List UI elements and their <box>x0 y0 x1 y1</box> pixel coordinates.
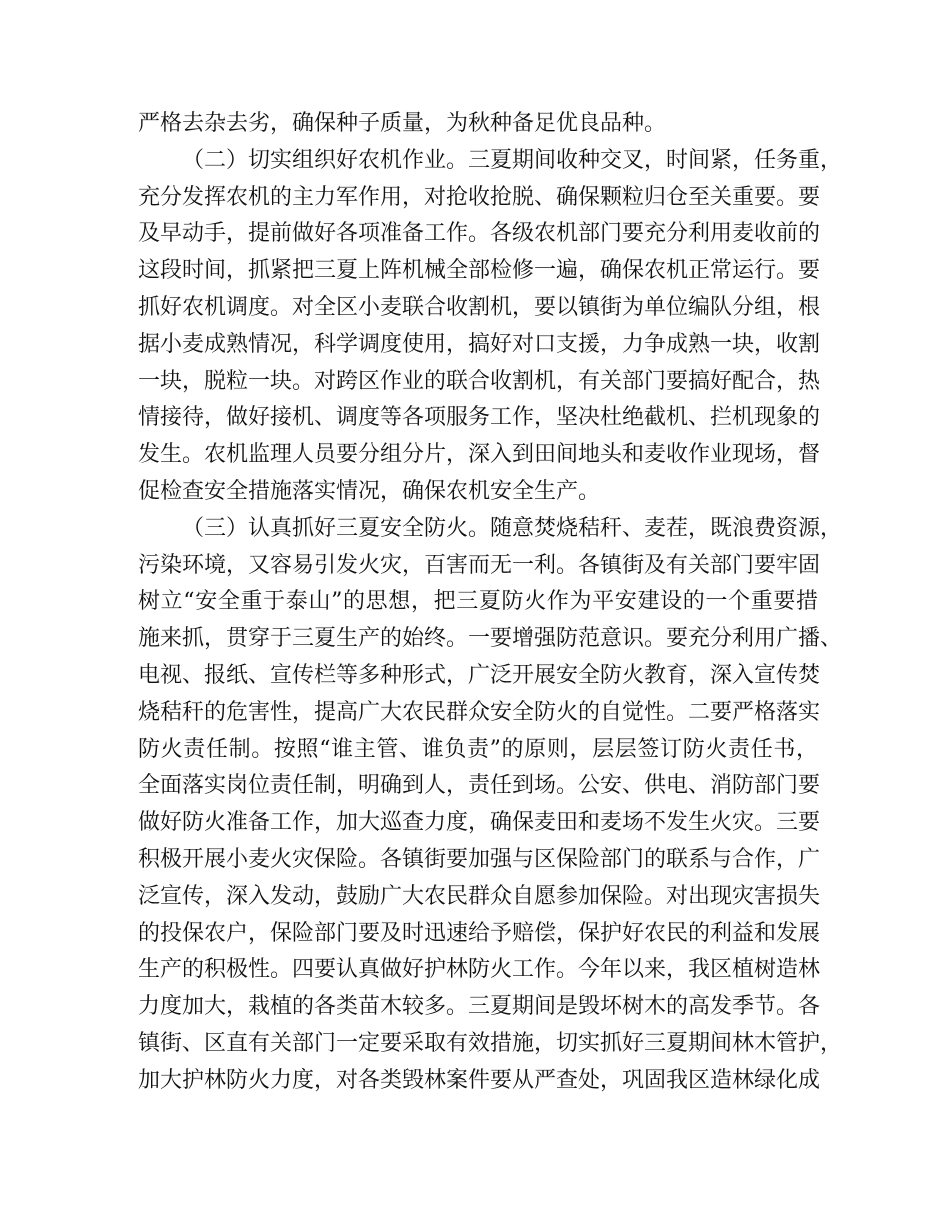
paragraph-line: 做好防火准备工作，加大巡查力度，确保麦田和麦场不发生火灾。三要 <box>138 810 821 836</box>
paragraph-line: 充分发挥农机的主力军作用，对抢收抢脱、确保颗粒归仓至关重要。要 <box>138 184 821 210</box>
paragraph-line: 严格去杂去劣，确保种子质量，为秋种备足优良品种。 <box>138 111 667 136</box>
paragraph-line: 泛宣传，深入发动，鼓励广大农民群众自愿参加保险。对出现灾害损失 <box>138 883 821 909</box>
paragraph-line: 防火责任制。按照“谁主管、谁负责”的原则，层层签订防火责任书， <box>138 736 818 762</box>
paragraph-line: 这段时间，抓紧把三夏上阵机械全部检修一遍，确保农机正常运行。要 <box>138 258 821 284</box>
paragraph-line: 发生。农机监理人员要分组分片，深入到田间地头和麦收作业现场，督 <box>138 442 821 468</box>
paragraph-line: 生产的积极性。四要认真做好护林防火工作。今年以来，我区植树造林 <box>138 957 821 983</box>
paragraph-line: 一块，脱粒一块。对跨区作业的联合收割机，有关部门要搞好配合，热 <box>138 368 821 394</box>
paragraph-line: 积极开展小麦火灾保险。各镇街要加强与区保险部门的联系与合作，广 <box>138 846 821 872</box>
paragraph-line: 电视、报纸、宣传栏等多种形式，广泛开展安全防火教育，深入宣传焚 <box>138 662 821 688</box>
paragraph-line: 污染环境，又容易引发火灾，百害而无一利。各镇街及有关部门要牢固 <box>138 552 821 578</box>
paragraph-line: 及早动手，提前做好各项准备工作。各级农机部门要充分利用麦收前的 <box>138 221 821 247</box>
paragraph-line: 情接待，做好接机、调度等各项服务工作，坚决杜绝截机、拦机现象的 <box>138 405 821 431</box>
paragraph-line: 施来抓，贯穿于三夏生产的始终。一要增强防范意识。要充分利用广播、 <box>138 626 843 652</box>
paragraph-line: 的投保农户，保险部门要及时迅速给予赔偿，保护好农民的利益和发展 <box>138 920 821 946</box>
paragraph-line: 树立“安全重于泰山”的思想，把三夏防火作为平安建设的一个重要措 <box>138 589 818 615</box>
paragraph-line: 抓好农机调度。对全区小麦联合收割机，要以镇街为单位编队分组，根 <box>138 294 821 320</box>
paragraph-line: （二）切实组织好农机作业。三夏期间收种交叉，时间紧，任务重， <box>182 147 843 173</box>
paragraph-line: （三）认真抓好三夏安全防火。随意焚烧秸秆、麦茬，既浪费资源， <box>182 515 843 541</box>
paragraph-line: 加大护林防火力度，对各类毁林案件要从严查处，巩固我区造林绿化成 <box>138 1067 821 1093</box>
paragraph-line: 镇街、区直有关部门一定要采取有效措施，切实抓好三夏期间林木管护， <box>138 1030 843 1056</box>
paragraph-line: 促检查安全措施落实情况，确保农机安全生产。 <box>138 478 601 504</box>
paragraph-line: 力度加大，栽植的各类苗木较多。三夏期间是毁坏树木的高发季节。各 <box>138 994 821 1020</box>
paragraph-line: 烧秸秆的危害性，提高广大农民群众安全防火的自觉性。二要严格落实 <box>138 699 821 725</box>
paragraph-line: 全面落实岗位责任制，明确到人，责任到场。公安、供电、消防部门要 <box>138 773 821 799</box>
paragraph-line: 据小麦成熟情况，科学调度使用，搞好对口支援，力争成熟一块，收割 <box>138 331 821 357</box>
document-body <box>138 106 843 1100</box>
